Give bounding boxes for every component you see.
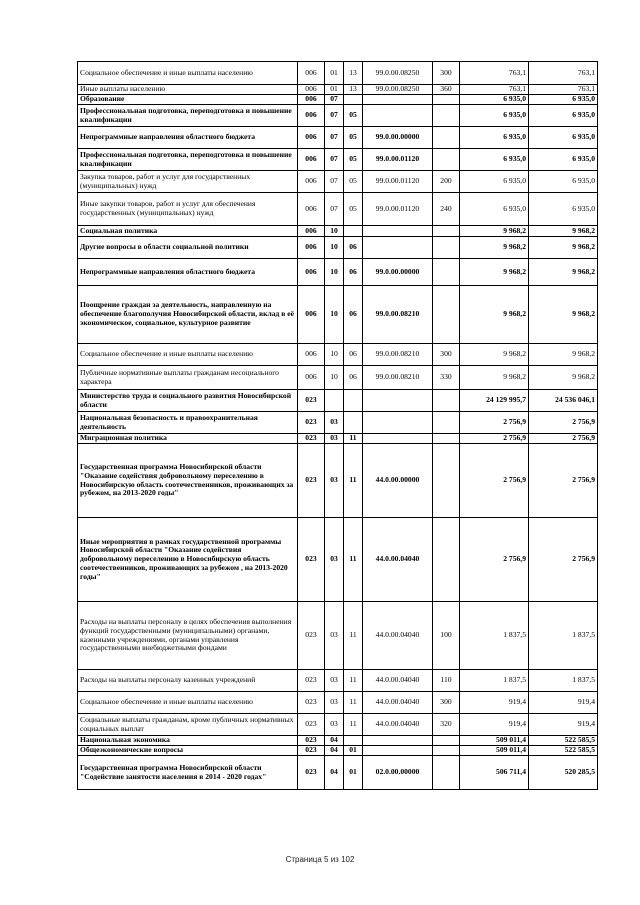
- section-code: 04: [325, 746, 344, 756]
- amount-year-2: 520 285,5: [529, 756, 598, 790]
- table-row: [78, 746, 598, 756]
- section-code: 07: [325, 95, 344, 105]
- amount-year-1: 9 968,2: [460, 344, 529, 366]
- amount-year-1: 2 756,9: [460, 434, 529, 444]
- table-row: [78, 171, 598, 193]
- expense-type-code: [433, 259, 460, 286]
- table-row: [78, 95, 598, 105]
- amount-year-1: 24 129 995,7: [460, 390, 529, 412]
- subsection-code: 06: [344, 237, 363, 259]
- amount-year-2: 6 935,0: [529, 193, 598, 226]
- section-code: 03: [325, 518, 344, 602]
- subsection-code: 01: [344, 746, 363, 756]
- row-name: Непрограммные направления областного бюджета: [78, 127, 298, 149]
- ved-code: 023: [298, 670, 325, 692]
- table-row: [78, 756, 598, 790]
- amount-year-1: 6 935,0: [460, 95, 529, 105]
- table-row: [78, 226, 598, 237]
- ved-code: 006: [298, 286, 325, 344]
- ved-code: 023: [298, 602, 325, 670]
- amount-year-1: 1 837,5: [460, 670, 529, 692]
- target-article-code: 44.0.00.04040: [363, 602, 433, 670]
- section-code: 01: [325, 62, 344, 85]
- expense-type-code: 200: [433, 171, 460, 193]
- expense-type-code: [433, 149, 460, 171]
- table-row: [78, 62, 598, 85]
- table-row: [78, 412, 598, 434]
- expense-type-code: [433, 390, 460, 412]
- ved-code: 006: [298, 62, 325, 85]
- ved-code: 023: [298, 756, 325, 790]
- amount-year-2: 9 968,2: [529, 366, 598, 390]
- section-code: 10: [325, 344, 344, 366]
- row-name: Национальная экономика: [78, 736, 298, 746]
- ved-code: 006: [298, 171, 325, 193]
- expense-type-code: 300: [433, 344, 460, 366]
- ved-code: 006: [298, 127, 325, 149]
- row-name: Иные выплаты населению: [78, 85, 298, 95]
- target-article-code: 99.0.00.01120: [363, 149, 433, 171]
- subsection-code: 11: [344, 692, 363, 714]
- ved-code: 006: [298, 226, 325, 237]
- table-row: [78, 692, 598, 714]
- target-article-code: 44.0.00.04040: [363, 692, 433, 714]
- subsection-code: 06: [344, 286, 363, 344]
- subsection-code: [344, 390, 363, 412]
- amount-year-1: 763,1: [460, 85, 529, 95]
- subsection-code: 06: [344, 366, 363, 390]
- ved-code: 006: [298, 193, 325, 226]
- amount-year-1: 763,1: [460, 62, 529, 85]
- table-row: [78, 602, 598, 670]
- table-row: [78, 193, 598, 226]
- amount-year-1: 9 968,2: [460, 286, 529, 344]
- section-code: 01: [325, 85, 344, 95]
- expense-type-code: 360: [433, 85, 460, 95]
- amount-year-2: 522 585,5: [529, 746, 598, 756]
- row-name: Министерство труда и социального развития Новосибирской области: [78, 390, 298, 412]
- amount-year-2: 9 968,2: [529, 286, 598, 344]
- expense-type-code: [433, 226, 460, 237]
- section-code: 07: [325, 105, 344, 127]
- target-article-code: [363, 237, 433, 259]
- ved-code: 023: [298, 692, 325, 714]
- row-name: Иные закупки товаров, работ и услуг для обеспечения государственных (муниципальных) нужд: [78, 193, 298, 226]
- amount-year-2: 9 968,2: [529, 259, 598, 286]
- ved-code: 006: [298, 366, 325, 390]
- table-row: [78, 105, 598, 127]
- amount-year-2: 2 756,9: [529, 412, 598, 434]
- section-code: 03: [325, 670, 344, 692]
- amount-year-1: 6 935,0: [460, 105, 529, 127]
- table-row: [78, 736, 598, 746]
- amount-year-1: 6 935,0: [460, 149, 529, 171]
- section-code: 04: [325, 756, 344, 790]
- section-code: [325, 390, 344, 412]
- expense-type-code: [433, 127, 460, 149]
- amount-year-1: 9 968,2: [460, 237, 529, 259]
- target-article-code: [363, 736, 433, 746]
- section-code: 03: [325, 602, 344, 670]
- row-name: Государственная программа Новосибирской области "Оказание содействия добровольному переселению в Новосибирскую область соотечественников, проживающих за рубежом, на 2013-2020 годы": [78, 444, 298, 518]
- target-article-code: 99.0.00.08250: [363, 85, 433, 95]
- row-name: Публичные нормативные выплаты гражданам несоциального характера: [78, 366, 298, 390]
- ved-code: 023: [298, 714, 325, 736]
- subsection-code: 11: [344, 714, 363, 736]
- amount-year-2: 1 837,5: [529, 670, 598, 692]
- amount-year-1: 919,4: [460, 692, 529, 714]
- section-code: 04: [325, 736, 344, 746]
- target-article-code: 99.0.00.08250: [363, 62, 433, 85]
- target-article-code: 99.0.00.01120: [363, 171, 433, 193]
- row-name: Социальное обеспечение и иные выплаты населению: [78, 692, 298, 714]
- row-name: Иные мероприятия в рамках государственной программы Новосибирской области "Оказание содействия добровольному переселению в Новосибирскую область соотечественников, проживающих за рубежом , на 2013-2020 годы": [78, 518, 298, 602]
- table-row: [78, 366, 598, 390]
- row-name: Непрограммные направления областного бюджета: [78, 259, 298, 286]
- amount-year-2: 24 536 046,1: [529, 390, 598, 412]
- subsection-code: 05: [344, 149, 363, 171]
- table-row: [78, 518, 598, 602]
- row-name: Поощрение граждан за деятельность, направленную на обеспечение благополучия Новосибирской области, вклад в её экономическое, социальное, культурное развитие: [78, 286, 298, 344]
- amount-year-1: 6 935,0: [460, 193, 529, 226]
- target-article-code: 99.0.00.08210: [363, 286, 433, 344]
- expense-type-code: 300: [433, 62, 460, 85]
- table-row: [78, 149, 598, 171]
- section-code: 07: [325, 171, 344, 193]
- table-row: [78, 670, 598, 692]
- table-row: [78, 259, 598, 286]
- target-article-code: 99.0.00.08210: [363, 366, 433, 390]
- expense-type-code: [433, 736, 460, 746]
- ved-code: 023: [298, 444, 325, 518]
- page-number: Страница 5 из 102: [285, 855, 355, 864]
- ved-code: 006: [298, 237, 325, 259]
- subsection-code: 13: [344, 62, 363, 85]
- subsection-code: 05: [344, 171, 363, 193]
- row-name: Национальная безопасность и правоохранительная деятельность: [78, 412, 298, 434]
- amount-year-2: 1 837,5: [529, 602, 598, 670]
- ved-code: 023: [298, 390, 325, 412]
- section-code: 10: [325, 366, 344, 390]
- expense-type-code: 100: [433, 602, 460, 670]
- expense-type-code: [433, 746, 460, 756]
- subsection-code: 13: [344, 85, 363, 95]
- target-article-code: [363, 95, 433, 105]
- row-name: Профессиональная подготовка, переподготовка и повышение квалификации: [78, 149, 298, 171]
- ved-code: 006: [298, 105, 325, 127]
- target-article-code: 44.0.00.04040: [363, 670, 433, 692]
- amount-year-2: 6 935,0: [529, 171, 598, 193]
- budget-table: [77, 61, 598, 790]
- table-row: [78, 237, 598, 259]
- table-row: [78, 434, 598, 444]
- row-name: Расходы на выплаты персоналу казенных учреждений: [78, 670, 298, 692]
- section-code: 03: [325, 444, 344, 518]
- expense-type-code: [433, 756, 460, 790]
- row-name: Образование: [78, 95, 298, 105]
- amount-year-2: 2 756,9: [529, 518, 598, 602]
- expense-type-code: [433, 95, 460, 105]
- target-article-code: [363, 390, 433, 412]
- row-name: Миграционная политика: [78, 434, 298, 444]
- subsection-code: 05: [344, 127, 363, 149]
- row-name: Профессиональная подготовка, переподготовка и повышение квалификации: [78, 105, 298, 127]
- target-article-code: 44.0.00.04040: [363, 714, 433, 736]
- subsection-code: 11: [344, 444, 363, 518]
- subsection-code: [344, 412, 363, 434]
- ved-code: 006: [298, 344, 325, 366]
- section-code: 03: [325, 412, 344, 434]
- expense-type-code: 110: [433, 670, 460, 692]
- subsection-code: 11: [344, 602, 363, 670]
- target-article-code: 44.0.00.00000: [363, 444, 433, 518]
- expense-type-code: [433, 412, 460, 434]
- table-row: [78, 344, 598, 366]
- expense-type-code: 330: [433, 366, 460, 390]
- table-row: [78, 390, 598, 412]
- ved-code: 006: [298, 149, 325, 171]
- row-name: Другие вопросы в области социальной политики: [78, 237, 298, 259]
- section-code: 10: [325, 226, 344, 237]
- amount-year-1: 1 837,5: [460, 602, 529, 670]
- amount-year-2: 2 756,9: [529, 434, 598, 444]
- table-row: [78, 714, 598, 736]
- expense-type-code: [433, 286, 460, 344]
- amount-year-2: 2 756,9: [529, 444, 598, 518]
- amount-year-1: 6 935,0: [460, 127, 529, 149]
- ved-code: 006: [298, 95, 325, 105]
- table-row: [78, 444, 598, 518]
- expense-type-code: [433, 444, 460, 518]
- amount-year-1: 2 756,9: [460, 444, 529, 518]
- section-code: 07: [325, 127, 344, 149]
- amount-year-1: 9 968,2: [460, 226, 529, 237]
- section-code: 03: [325, 714, 344, 736]
- amount-year-1: 509 011,4: [460, 736, 529, 746]
- row-name: Социальные выплаты гражданам, кроме публичных нормативных социальных выплат: [78, 714, 298, 736]
- amount-year-1: 9 968,2: [460, 366, 529, 390]
- subsection-code: 06: [344, 344, 363, 366]
- amount-year-2: 6 935,0: [529, 127, 598, 149]
- target-article-code: [363, 746, 433, 756]
- target-article-code: [363, 434, 433, 444]
- section-code: 07: [325, 149, 344, 171]
- ved-code: 023: [298, 746, 325, 756]
- subsection-code: 01: [344, 756, 363, 790]
- section-code: 10: [325, 259, 344, 286]
- section-code: 10: [325, 237, 344, 259]
- subsection-code: [344, 736, 363, 746]
- expense-type-code: [433, 105, 460, 127]
- subsection-code: 11: [344, 518, 363, 602]
- expense-type-code: [433, 237, 460, 259]
- amount-year-2: 6 935,0: [529, 105, 598, 127]
- section-code: 03: [325, 692, 344, 714]
- target-article-code: 99.0.00.00000: [363, 127, 433, 149]
- amount-year-1: 509 011,4: [460, 746, 529, 756]
- row-name: Расходы на выплаты персоналу в целях обеспечения выполнения функций государственными (муниципальными) органами, казенными учреждениями, органами управления государственными внебюджетными фондами: [78, 602, 298, 670]
- subsection-code: 11: [344, 434, 363, 444]
- ved-code: 006: [298, 85, 325, 95]
- ved-code: 006: [298, 259, 325, 286]
- amount-year-2: 522 585,5: [529, 736, 598, 746]
- amount-year-1: 506 711,4: [460, 756, 529, 790]
- target-article-code: 99.0.00.01120: [363, 193, 433, 226]
- table-row: [78, 127, 598, 149]
- expense-type-code: [433, 434, 460, 444]
- target-article-code: 44.0.00.04040: [363, 518, 433, 602]
- subsection-code: 05: [344, 193, 363, 226]
- amount-year-2: 6 935,0: [529, 95, 598, 105]
- amount-year-1: 9 968,2: [460, 259, 529, 286]
- subsection-code: 11: [344, 670, 363, 692]
- amount-year-2: 919,4: [529, 692, 598, 714]
- row-name: Государственная программа Новосибирской области "Содействие занятости населения в 2014 - 2020 годах": [78, 756, 298, 790]
- target-article-code: [363, 412, 433, 434]
- subsection-code: [344, 226, 363, 237]
- row-name: Закупка товаров, работ и услуг для государственных (муниципальных) нужд: [78, 171, 298, 193]
- subsection-code: [344, 95, 363, 105]
- section-code: 03: [325, 434, 344, 444]
- row-name: Общеэкономические вопросы: [78, 746, 298, 756]
- amount-year-2: 763,1: [529, 62, 598, 85]
- expense-type-code: 240: [433, 193, 460, 226]
- amount-year-1: 6 935,0: [460, 171, 529, 193]
- row-name: Социальная политика: [78, 226, 298, 237]
- ved-code: 023: [298, 412, 325, 434]
- amount-year-1: 2 756,9: [460, 518, 529, 602]
- ved-code: 023: [298, 434, 325, 444]
- target-article-code: 99.0.00.08210: [363, 344, 433, 366]
- section-code: 07: [325, 193, 344, 226]
- target-article-code: [363, 226, 433, 237]
- amount-year-1: 2 756,9: [460, 412, 529, 434]
- table-row: [78, 85, 598, 95]
- amount-year-2: 9 968,2: [529, 237, 598, 259]
- target-article-code: 99.0.00.00000: [363, 259, 433, 286]
- section-code: 10: [325, 286, 344, 344]
- amount-year-2: 763,1: [529, 85, 598, 95]
- ved-code: 023: [298, 518, 325, 602]
- amount-year-2: 919,4: [529, 714, 598, 736]
- table-row: [78, 286, 598, 344]
- amount-year-1: 919,4: [460, 714, 529, 736]
- target-article-code: [363, 105, 433, 127]
- expense-type-code: 300: [433, 692, 460, 714]
- amount-year-2: 9 968,2: [529, 344, 598, 366]
- amount-year-2: 6 935,0: [529, 149, 598, 171]
- ved-code: 023: [298, 736, 325, 746]
- target-article-code: 02.0.00.00000: [363, 756, 433, 790]
- amount-year-2: 9 968,2: [529, 226, 598, 237]
- subsection-code: 05: [344, 105, 363, 127]
- expense-type-code: 320: [433, 714, 460, 736]
- subsection-code: 06: [344, 259, 363, 286]
- expense-type-code: [433, 518, 460, 602]
- row-name: Социальное обеспечение и иные выплаты населению: [78, 62, 298, 85]
- row-name: Социальное обеспечение и иные выплаты населению: [78, 344, 298, 366]
